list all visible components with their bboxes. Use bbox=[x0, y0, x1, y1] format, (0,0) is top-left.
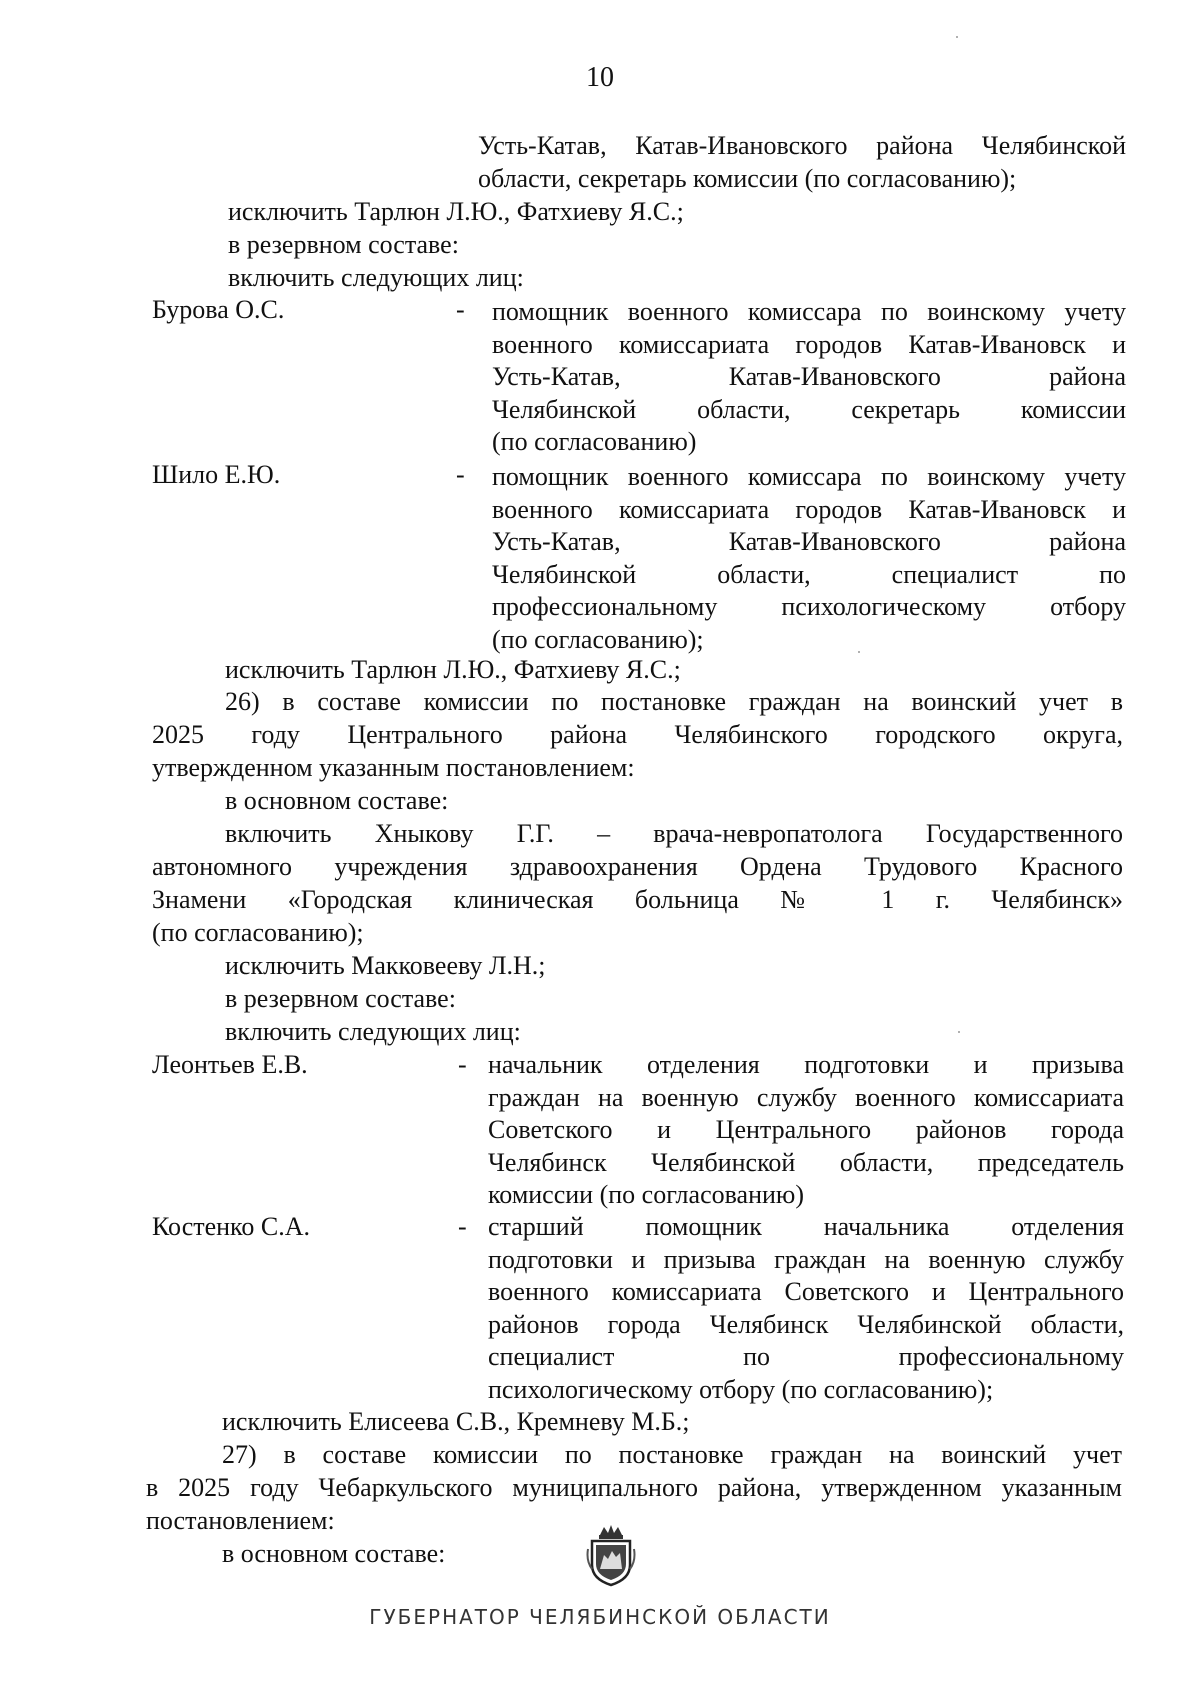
include-26-line-1: включить Хныкову Г.Г. – врача-невропатолога Государственного bbox=[225, 819, 1123, 848]
governor-footer: ГУБЕРНАТОР ЧЕЛЯБИНСКОЙ ОБЛАСТИ bbox=[369, 1605, 831, 1629]
description-line: военного комиссариата городов Катав-Ивановск и bbox=[492, 329, 1126, 359]
description-line: старший помощник начальника отделения bbox=[488, 1212, 1124, 1241]
description-line: районов города Челябинск Челябинской области, bbox=[488, 1309, 1124, 1339]
dash-separator: - bbox=[456, 295, 465, 324]
description-line: комиссии (по согласованию) bbox=[488, 1180, 804, 1210]
description-line: (по согласованию) bbox=[492, 427, 697, 457]
item-26-line-2: 2025 году Центрального района Челябинского городского округа, bbox=[152, 720, 1123, 749]
exclude-line-26: исключить Макковееву Л.Н.; bbox=[225, 951, 546, 980]
dash-separator: - bbox=[456, 460, 465, 489]
description-line: Челябинск Челябинской области, председатель bbox=[488, 1147, 1124, 1177]
member-description bbox=[492, 461, 1126, 657]
description-line: Усть-Катав, Катав-Ивановского района bbox=[492, 362, 1126, 392]
include-heading-a: включить следующих лиц: bbox=[228, 263, 524, 292]
description-line: Советского и Центрального районов города bbox=[488, 1115, 1124, 1145]
description-line: помощник военного комиссара по воинскому учету bbox=[492, 297, 1126, 326]
item-27-line-2: в 2025 году Чебаркульского муниципального района, утвержденном указанным bbox=[146, 1473, 1122, 1502]
scan-speck bbox=[858, 651, 860, 653]
member-name: Костенко С.А. bbox=[152, 1212, 310, 1241]
description-line: начальник отделения подготовки и призыва bbox=[488, 1050, 1124, 1079]
reserve-heading-a: в резервном составе: bbox=[228, 230, 459, 259]
main-heading-26: в основном составе: bbox=[225, 786, 449, 815]
member-name: Бурова О.С. bbox=[152, 295, 285, 324]
member-name: Леонтьев Е.В. bbox=[152, 1050, 308, 1079]
page-number: 10 bbox=[586, 62, 614, 93]
main-heading-27: в основном составе: bbox=[222, 1539, 446, 1568]
include-26-line-2: автономного учреждения здравоохранения Ордена Трудового Красного bbox=[152, 852, 1123, 881]
item-26-line-3: утвержденном указанным постановлением: bbox=[152, 753, 635, 782]
exclude-line-b: исключить Елисеева С.В., Кремневу М.Б.; bbox=[222, 1407, 690, 1436]
include-26-line-3: Знамени «Городская клиническая больница № 1 г. Челябинск» bbox=[152, 885, 1123, 914]
description-line: профессиональному психологическому отбору bbox=[492, 592, 1126, 622]
description-line: Челябинской области, специалист по bbox=[492, 559, 1126, 589]
exclude-line-a0: исключить Тарлюн Л.Ю., Фатхиеву Я.С.; bbox=[228, 197, 684, 226]
member-description bbox=[488, 1049, 1124, 1212]
include-heading-26: включить следующих лиц: bbox=[225, 1017, 521, 1046]
description-line: помощник военного комиссара по воинскому учету bbox=[492, 462, 1126, 491]
item-27-line-1: 27) в составе комиссии по постановке граждан на воинский учет bbox=[222, 1440, 1122, 1469]
description-line: граждан на военную службу военного комиссариата bbox=[488, 1082, 1124, 1112]
description-line: военного комиссариата Советского и Центрального bbox=[488, 1277, 1124, 1307]
dash-separator: - bbox=[458, 1212, 467, 1241]
member-description bbox=[492, 296, 1126, 459]
description-line: подготовки и призыва граждан на военную службу bbox=[488, 1244, 1124, 1274]
scan-speck bbox=[956, 36, 958, 38]
description-line: военного комиссариата городов Катав-Ивановск и bbox=[492, 494, 1126, 524]
description-line: Усть-Катав, Катав-Ивановского района bbox=[492, 527, 1126, 557]
scan-speck bbox=[958, 1031, 960, 1033]
description-line: Челябинской области, секретарь комиссии bbox=[492, 394, 1126, 424]
dash-separator: - bbox=[458, 1050, 467, 1079]
include-26-line-4: (по согласованию); bbox=[152, 918, 364, 947]
description-line: специалист по профессиональному bbox=[488, 1342, 1124, 1372]
item-26-line-1: 26) в составе комиссии по постановке граждан на воинский учет в bbox=[225, 687, 1123, 716]
member-description bbox=[488, 1211, 1124, 1407]
reserve-heading-26: в резервном составе: bbox=[225, 984, 456, 1013]
description-line: (по согласованию); bbox=[492, 624, 704, 654]
continuation-line-1: Усть-Катав, Катав-Ивановского района Челябинской bbox=[478, 131, 1126, 160]
member-name: Шило Е.Ю. bbox=[152, 460, 281, 489]
exclude-line-a: исключить Тарлюн Л.Ю., Фатхиеву Я.С.; bbox=[225, 655, 681, 684]
continuation-line-2: области, секретарь комиссии (по согласованию); bbox=[478, 164, 1017, 193]
item-27-line-3: постановлением: bbox=[146, 1506, 335, 1535]
description-line: психологическому отбору (по согласованию); bbox=[488, 1374, 994, 1404]
coat-of-arms-icon bbox=[586, 1525, 636, 1587]
